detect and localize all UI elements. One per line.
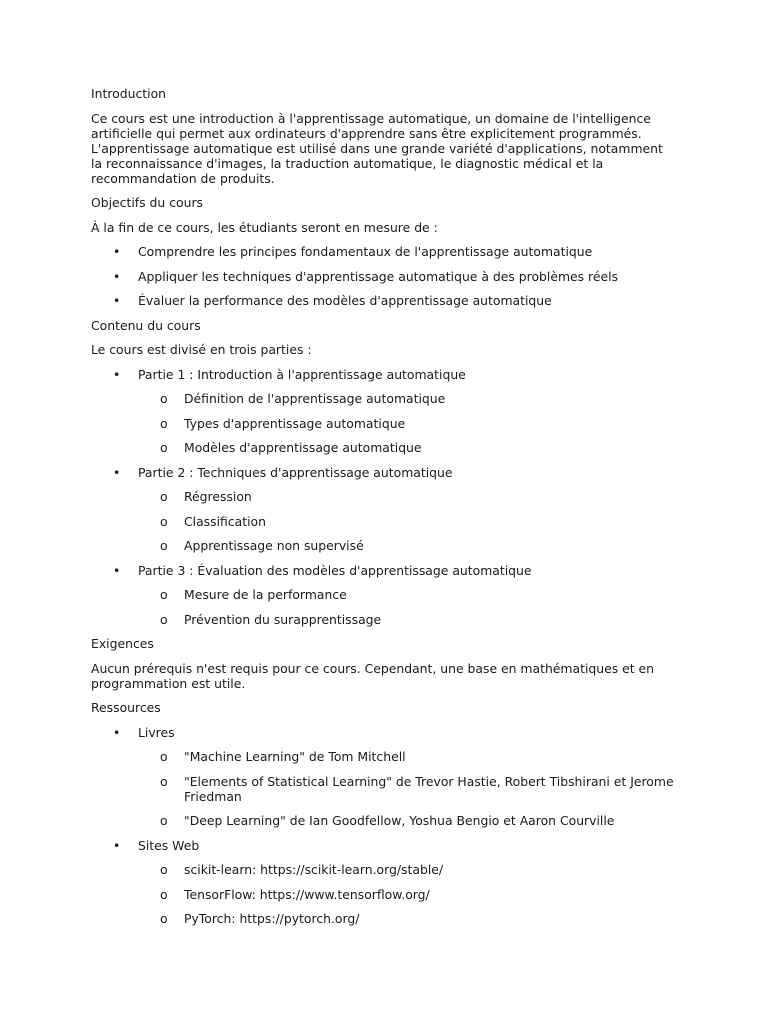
sub-list-item xyxy=(138,887,676,902)
document-page xyxy=(91,86,676,936)
sub-list-item xyxy=(138,587,676,602)
list-item xyxy=(91,269,676,284)
objectives-list xyxy=(91,244,676,308)
sub-list-item-text: Prévention du surapprentissage xyxy=(184,611,382,627)
sub-list xyxy=(138,862,676,926)
list-item-text: Livres xyxy=(138,724,175,740)
sub-list-item xyxy=(138,538,676,553)
requirements-paragraph: Aucun prérequis n'est requis pour ce cours. Cependant, une base en mathématiques et en programmation est utile. xyxy=(91,660,655,691)
list-item-text: Partie 2 : Techniques d'apprentissage automatique xyxy=(138,464,453,480)
list-item xyxy=(91,563,676,627)
sub-list-item-text: "Machine Learning" de Tom Mitchell xyxy=(184,749,406,764)
sub-list xyxy=(138,587,676,627)
bullet-icon: • xyxy=(113,724,121,740)
sub-list-item xyxy=(138,774,676,804)
sub-list-item xyxy=(138,749,676,764)
circle-bullet-icon: o xyxy=(160,611,168,627)
circle-bullet-icon: o xyxy=(160,813,168,828)
list-item-text: Évaluer la performance des modèles d'apprentissage automatique xyxy=(138,293,552,308)
list-item xyxy=(91,725,676,829)
sub-list-item-text: PyTorch: https://pytorch.org/ xyxy=(184,911,360,926)
list-item-text: Comprendre les principes fondamentaux de l'apprentissage automatique xyxy=(138,244,593,259)
list-item xyxy=(91,293,676,308)
list-item-text: Appliquer les techniques d'apprentissage automatique à des problèmes réels xyxy=(138,268,619,284)
sub-list-item-text: Régression xyxy=(184,489,252,504)
bullet-icon: • xyxy=(113,837,121,853)
sub-list-item-text: TensorFlow: https://www.tensorflow.org/ xyxy=(184,886,430,902)
resources-heading: Ressources xyxy=(91,700,161,715)
content-lead: Le cours est divisé en trois parties : xyxy=(91,342,312,357)
requirements-heading: Exigences xyxy=(91,636,154,651)
sub-list xyxy=(138,749,676,828)
sub-list-item-text: Définition de l'apprentissage automatique xyxy=(184,391,446,406)
circle-bullet-icon: o xyxy=(160,773,168,789)
sub-list-item xyxy=(138,612,676,627)
bullet-icon: • xyxy=(113,244,121,259)
sub-list-item-text: "Deep Learning" de Ian Goodfellow, Yoshua Bengio et Aaron Courville xyxy=(184,813,615,828)
sub-list-item xyxy=(138,416,676,431)
list-item xyxy=(91,367,676,456)
circle-bullet-icon: o xyxy=(160,911,168,926)
sub-list-item xyxy=(138,514,676,529)
circle-bullet-icon: o xyxy=(160,440,168,455)
sub-list-item-text: Mesure de la performance xyxy=(184,587,347,602)
content-parts-list xyxy=(91,367,676,627)
sub-list-item xyxy=(138,813,676,828)
circle-bullet-icon: o xyxy=(160,513,168,529)
bullet-icon: • xyxy=(113,366,121,382)
list-item xyxy=(91,465,676,554)
objectives-heading: Objectifs du cours xyxy=(91,195,204,210)
bullet-icon: • xyxy=(113,464,121,480)
sub-list-item-text: Apprentissage non supervisé xyxy=(184,538,364,553)
bullet-icon: • xyxy=(113,562,121,578)
sub-list-item-text: Types d'apprentissage automatique xyxy=(184,415,406,431)
intro-paragraph: Ce cours est une introduction à l'apprentissage automatique, un domaine de l'intelligence artificielle qui permet aux ordinateurs d'apprendre sans être explicitement programmés. L'apprentissage automatique est utilisé dans une grande variété d'applications, notamment la reconnaissance d'images, la traduction automatique, le diagnostic médical et la recommandation de produits. xyxy=(91,110,663,186)
circle-bullet-icon: o xyxy=(160,538,168,553)
intro-heading: Introduction xyxy=(91,86,167,101)
circle-bullet-icon: o xyxy=(160,489,168,504)
sub-list xyxy=(138,391,676,455)
circle-bullet-icon: o xyxy=(160,886,168,902)
sub-list-item xyxy=(138,440,676,455)
sub-list-item-text: Modèles d'apprentissage automatique xyxy=(184,440,422,455)
list-item xyxy=(91,244,676,259)
circle-bullet-icon: o xyxy=(160,862,168,877)
circle-bullet-icon: o xyxy=(160,587,168,602)
sub-list-item-text: "Elements of Statistical Learning" de Trevor Hastie, Robert Tibshirani et Jerome Friedman xyxy=(184,773,674,804)
list-item-text: Partie 3 : Évaluation des modèles d'apprentissage automatique xyxy=(138,562,532,578)
list-item-text: Sites Web xyxy=(138,837,200,853)
sub-list-item-text: Classification xyxy=(184,513,266,529)
resources-list xyxy=(91,725,676,927)
content-heading: Contenu du cours xyxy=(91,317,201,333)
sub-list xyxy=(138,489,676,553)
circle-bullet-icon: o xyxy=(160,749,168,764)
circle-bullet-icon: o xyxy=(160,391,168,406)
sub-list-item xyxy=(138,911,676,926)
sub-list-item xyxy=(138,391,676,406)
sub-list-item-text: scikit-learn: https://scikit-learn.org/stable/ xyxy=(184,862,444,877)
bullet-icon: • xyxy=(113,268,121,284)
circle-bullet-icon: o xyxy=(160,415,168,431)
sub-list-item xyxy=(138,862,676,877)
objectives-lead: À la fin de ce cours, les étudiants seront en mesure de : xyxy=(91,219,438,235)
list-item-text: Partie 1 : Introduction à l'apprentissage automatique xyxy=(138,366,466,382)
list-item xyxy=(91,838,676,927)
sub-list-item xyxy=(138,489,676,504)
bullet-icon: • xyxy=(113,293,121,308)
